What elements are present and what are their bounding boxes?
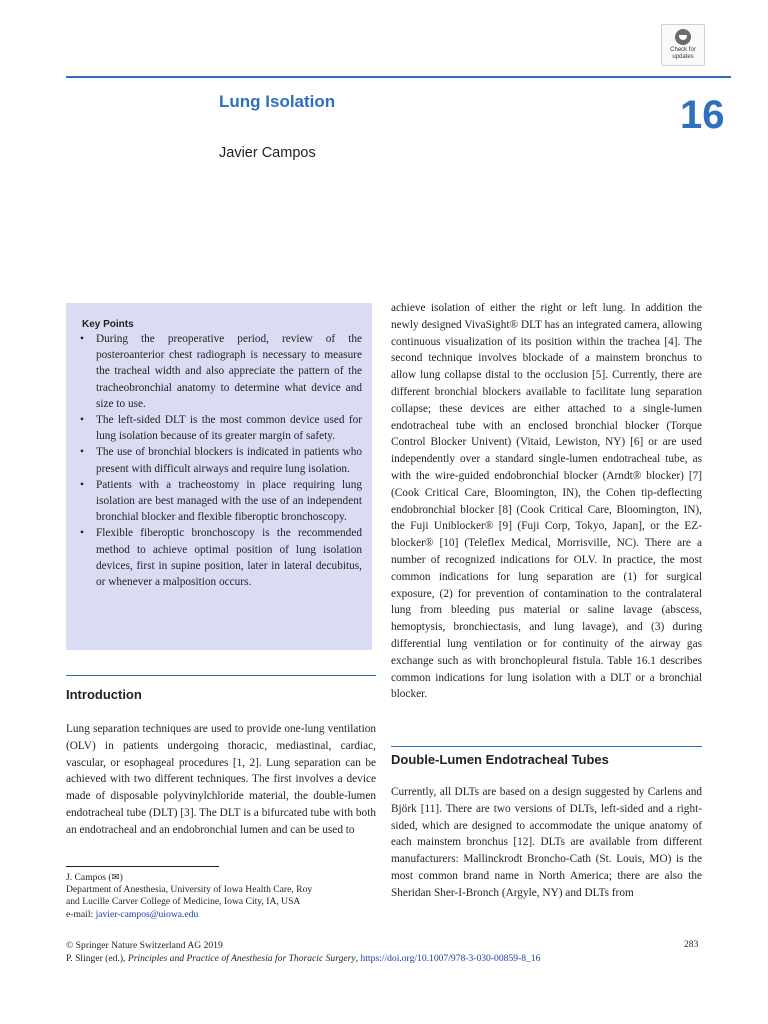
footnote-author: J. Campos (✉) bbox=[66, 872, 123, 883]
footnote-rule bbox=[66, 866, 219, 867]
author-footnote bbox=[66, 872, 376, 921]
citation-line bbox=[66, 952, 540, 965]
introduction-rule bbox=[66, 675, 376, 676]
copyright-notice: © Springer Nature Switzerland AG 2019 bbox=[66, 940, 223, 951]
key-point-item: • The use of bronchial blockers is indicated in patients who present with difficult airways and require lung isolation. bbox=[80, 446, 362, 475]
dlt-paragraph: Currently, all DLTs are based on a design suggested by Carlens and Björk [11]. There are two versions of DLTs, left-sided and a right-sided, which are designed to accommodate the unique anatomy of each mainstem bronchus [12]. DLTs are available from different manufacturers: Mallinckrodt Broncho-Cath (St. Louis, MO) is the most common brand name in North America; there are also the Sheridan Sher-I-Bronch (Argyle, NY) and DLTs from bbox=[391, 786, 702, 899]
footnote-email-line bbox=[66, 909, 376, 921]
email-link[interactable]: javier-campos@uiowa.edu bbox=[95, 908, 199, 920]
bookmark-check-icon bbox=[675, 29, 691, 45]
key-points-list bbox=[80, 331, 362, 590]
bullet-icon: • bbox=[80, 446, 84, 459]
citation-separator: , bbox=[355, 953, 361, 964]
key-points-box bbox=[66, 303, 372, 650]
book-title: Principles and Practice of Anesthesia for Thoracic Surgery bbox=[127, 953, 356, 964]
key-point-item: • Flexible fiberoptic bronchoscopy is the recommended method to achieve optimal position of lung isolation devices, first in supine position, later in lateral decubitus, or whenever a malposition occurs. bbox=[80, 527, 362, 589]
doi-link[interactable]: https://doi.org/10.1007/978-3-030-00859-8_16 bbox=[360, 953, 541, 964]
check-updates-label: Check for updates bbox=[670, 47, 696, 60]
chapter-title: Lung Isolation bbox=[219, 92, 336, 111]
bullet-icon: • bbox=[80, 414, 84, 427]
header-rule bbox=[66, 76, 731, 78]
key-points-heading: Key Points bbox=[82, 319, 134, 330]
dlt-section-heading: Double-Lumen Endotracheal Tubes bbox=[391, 752, 609, 767]
footnote-affiliation-line-1: Department of Anesthesia, University of Iowa Health Care, Roy bbox=[66, 884, 313, 896]
chapter-number: 16 bbox=[680, 93, 725, 137]
introduction-paragraph: Lung separation techniques are used to provide one-lung ventilation (OLV) in patients undergoing thoracic, mediastinal, cardiac, vascular, or esophageal procedures [1, 2]. Lung separation can be achieved with two different techniques. The first involves a device made of disposable polyvinylchloride material, the double-lumen endotracheal tube (DLT) [3]. The DLT is a bifurcated tube with both an endotracheal and an endobronchial lumen and can be used to bbox=[66, 723, 376, 836]
citation-editor: P. Slinger (ed.), bbox=[66, 953, 128, 964]
author-name: Javier Campos bbox=[219, 145, 316, 161]
email-label: e-mail: bbox=[66, 908, 96, 920]
check-for-updates-badge[interactable] bbox=[661, 24, 705, 66]
bullet-icon: • bbox=[80, 333, 84, 345]
bullet-icon: • bbox=[80, 527, 84, 540]
right-column-paragraph: achieve isolation of either the right or left lung. In addition the newly designed VivaSight® DLT has an integrated camera, allowing continuous visualization of its position within the trachea [4]. The second technique involves blockade of a mainstem bronchus to allow lung collapse distal to the occlusion [5]. Currently, there are different bronchial blockers available to facilitate lung separation collapse; these devices are either attached to a single-lumen endotracheal tube with an enclosed bronchial blocker (Torque Control Blocker Univent) (Vitaid, Lewiston, NY) [6] or are used independently over a standard single-lumen endotracheal tube, as with the wire-guided endobronchial blocker (Arndt® blocker) [7] (Cook Critical Care, Bloomington, IN), the Cohen tip-deflecting endobronchial blocker [8] (Cook Critical Care, Bloomington, IN), the Fuji Uniblocker® [9] (Fuji Corp, Tokyo, Japan], or the EZ-blocker® [10] (Teleflex Medical, Morrisville, NC). There are a number of recognized indications for OLV. In practice, the most common indications for lung separation are (1) for surgical exposure, (2) for prevention of contamination to the contralateral lung from bleeding pus material or saline lavage (abscess, hemoptysis, bronchiectasis, and lung lavage), and (3) during differential lung ventilation or for continuity of the airway gas exchange such as with bronchopleural fistula. Table 16.1 describes common indications for lung isolation with a DLT or a bronchial blocker. bbox=[391, 302, 702, 701]
dlt-section-rule bbox=[391, 746, 702, 747]
key-point-item: • During the preoperative period, review of the posteroanterior chest radiograph is necessary to measure the tracheal width and also appreciate the pattern of the tracheobronchial anatomy to determine what device and size to use. bbox=[80, 333, 362, 410]
introduction-heading: Introduction bbox=[66, 687, 142, 702]
key-point-item: • Patients with a tracheostomy in place requiring lung isolation are best managed with the use of an independent bronchial blocker and flexible fiberoptic bronchoscopy. bbox=[80, 478, 362, 524]
page-number: 283 bbox=[684, 939, 699, 950]
bullet-icon: • bbox=[80, 478, 84, 491]
footnote-affiliation-line-2: and Lucille Carver College of Medicine, Iowa City, IA, USA bbox=[66, 896, 301, 908]
key-point-item: • The left-sided DLT is the most common device used for lung isolation because of its greater margin of safety. bbox=[80, 414, 362, 443]
